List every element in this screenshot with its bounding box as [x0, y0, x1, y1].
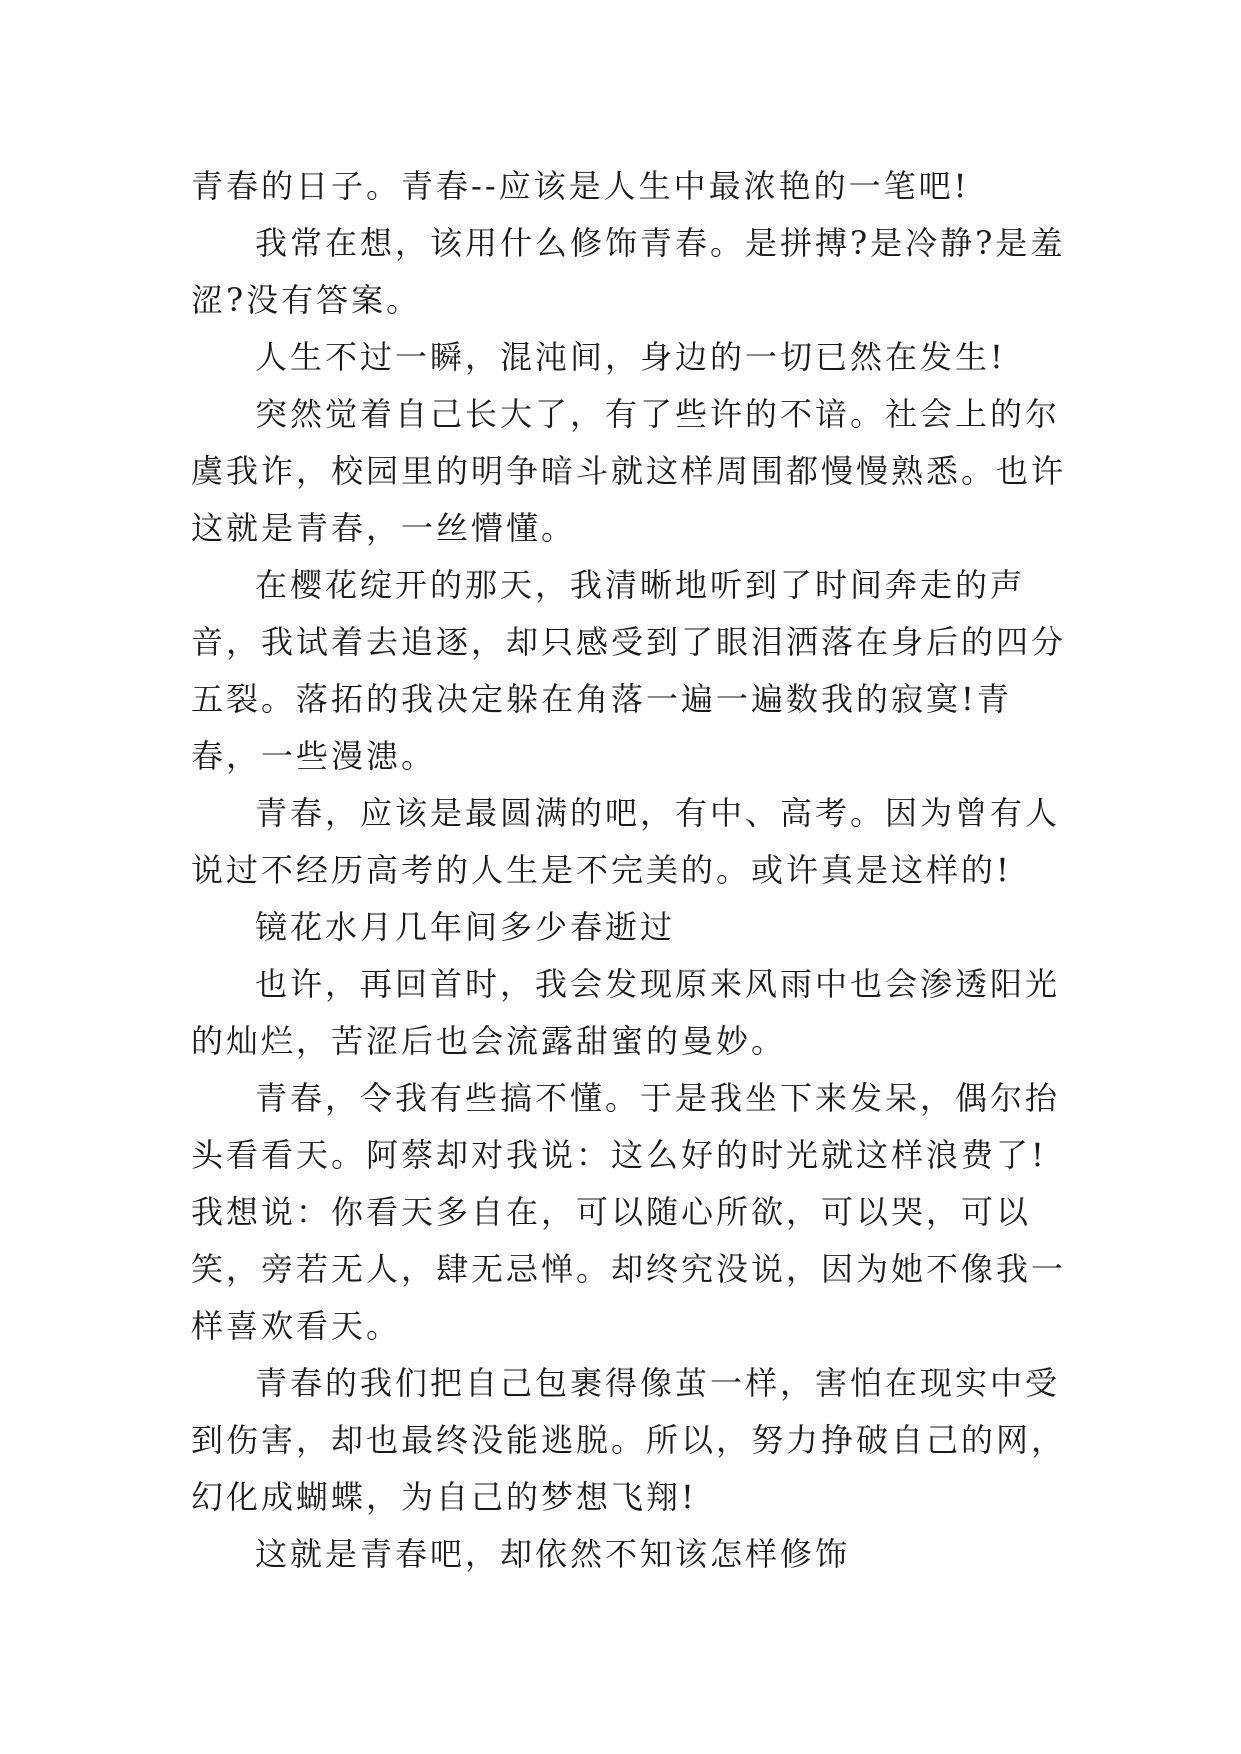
paragraph: 青春，应该是最圆满的吧，有中、高考。因为曾有人说过不经历高考的人生是不完美的。或许真是这样的! — [191, 794, 1061, 889]
paragraph: 青春的日子。青春--应该是人生中最浓艳的一笔吧! — [191, 167, 970, 205]
paragraph: 青春的我们把自己包裹得像茧一样，害怕在现实中受到伤害，却也最终没能逃脱。所以，努力挣破自己的网，幻化成蝴蝶，为自己的梦想飞翔! — [191, 1364, 1067, 1516]
paragraph: 在樱花绽开的那天，我清晰地听到了时间奔走的声音，我试着去追逐，却只感受到了眼泪洒落在身后的四分五裂。落拓的我决定躲在角落一遍一遍数我的寂寞!青春，一些漫漶。 — [191, 566, 1067, 775]
paragraph: 我常在想，该用什么修饰青春。是拼搏?是冷静?是羞涩?没有答案。 — [191, 224, 1066, 319]
paragraph: 也许，再回首时，我会发现原来风雨中也会渗透阳光的灿烂，苦涩后也会流露甜蜜的曼妙。 — [191, 965, 1061, 1060]
paragraph: 这就是青春吧，却依然不知该怎样修饰 — [255, 1535, 851, 1573]
paragraph: 青春，令我有些搞不懂。于是我坐下来发呆，偶尔抬头看看天。阿蔡却对我说：这么好的时光就这样浪费了!我想说：你看天多自在，可以随心所欲，可以哭，可以笑，旁若无人，肆无忌惮。却终究没说，因为她不像我一样喜欢看天。 — [191, 1079, 1067, 1345]
paragraph: 镜花水月几年间多少春逝过 — [255, 908, 676, 946]
paragraph: 突然觉着自己长大了，有了些许的不谙。社会上的尔虞我诈，校园里的明争暗斗就这样周围都慢慢熟悉。也许这就是青春，一丝懵懂。 — [191, 395, 1067, 547]
essay-body — [191, 158, 1071, 1583]
paragraph: 人生不过一瞬，混沌间，身边的一切已然在发生! — [255, 338, 1006, 376]
